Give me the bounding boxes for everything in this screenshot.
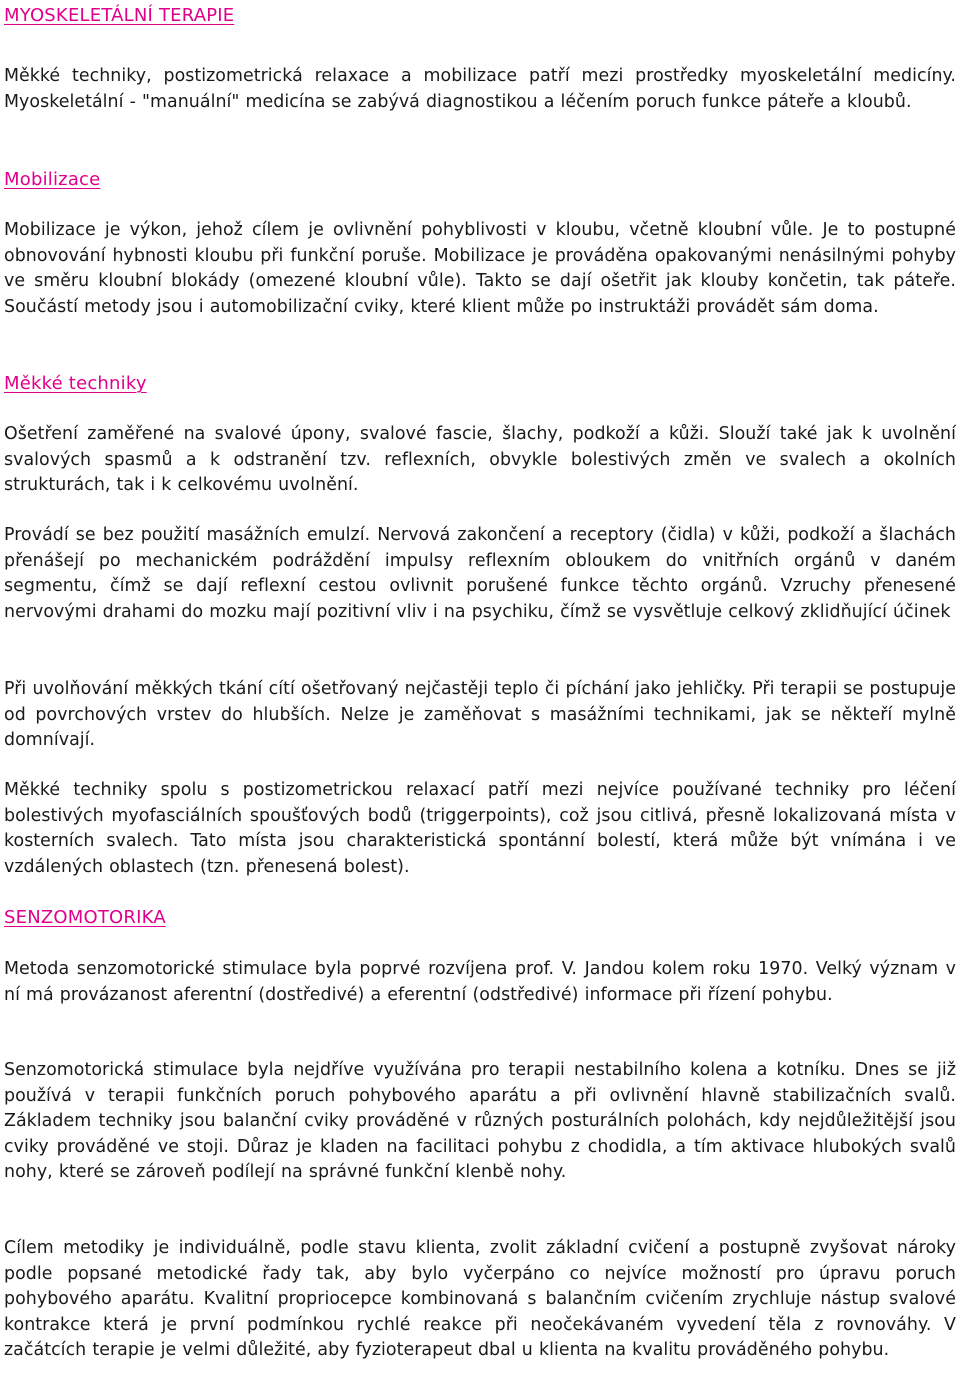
paragraph: Při uvolňování měkkých tkání cítí ošetřovaný nejčastěji teplo či píchání jako jehličky. Při terapii se postupuje od povrchových vrstev do hlubších. Nelze je zaměňovat s masážními technikami, jak se někteří mylně domnívají. bbox=[4, 679, 956, 751]
paragraph: Ošetření zaměřené na svalové úpony, svalové fascie, šlachy, podkoží a kůži. Slouží také jak k uvolnění svalových spasmů a k odstranění tzv. reflexních, obvykle bolestivých změn ve svalech a okolních strukturách, tak i k celkovému uvolnění. bbox=[4, 424, 956, 496]
section-senzomotorika-body-1 bbox=[4, 957, 956, 1008]
section-mekke-techniky-body-4 bbox=[4, 778, 956, 880]
section-senzomotorika bbox=[4, 906, 956, 930]
section-mekke-techniky-body-2 bbox=[4, 523, 956, 625]
paragraph: Metoda senzomotorické stimulace byla poprvé rozvíjena prof. V. Jandou kolem roku 1970. Velký význam v ní má provázanost aferentní (dostředivé) a eferentní (odstředivé) informace při řízení pohybu. bbox=[4, 959, 956, 1005]
section-senzomotorika-body-3 bbox=[4, 1236, 956, 1364]
section-heading-mobilizace[interactable]: Mobilizace bbox=[4, 169, 101, 190]
section-heading-senzomotorika[interactable]: SENZOMOTORIKA bbox=[4, 907, 166, 928]
section-heading-myoskeletalni-terapie[interactable]: MYOSKELETÁLNÍ TERAPIE bbox=[4, 5, 235, 26]
section-mekke-techniky-body-1 bbox=[4, 422, 956, 499]
section-mobilizace-body bbox=[4, 218, 956, 320]
section-myoskeletalni-terapie-body bbox=[4, 64, 956, 115]
section-mobilizace bbox=[4, 168, 956, 192]
paragraph: Měkké techniky, postizometrická relaxace a mobilizace patří mezi prostředky myoskeletální medicíny. Myoskeletální - "manuální" medicína se zabývá diagnostikou a léčením poruch funkce páteře a kloubů. bbox=[4, 66, 956, 112]
section-senzomotorika-body-2 bbox=[4, 1058, 956, 1186]
paragraph: Provádí se bez použití masážních emulzí. Nervová zakončení a receptory (čidla) v kůži, podkoží a šlachách přenášejí po mechanickém podráždění impulsy reflexním obloukem do vnitřních orgánů v daném segmentu, čímž se dají reflexní cestou ovlivnit porušené funkce těchto orgánů. Vzruchy přenesené nervovými drahami do mozku mají pozitivní vliv i na psychiku, čímž se vysvětluje celkový zklidňující účinek bbox=[4, 525, 956, 622]
section-mekke-techniky-body-3 bbox=[4, 677, 956, 754]
paragraph: Senzomotorická stimulace byla nejdříve využívána pro terapii nestabilního kolena a kotníku. Dnes se již používá v terapii funkčních poruch pohybového aparátu a při ovlivnění hlavně stabilizačních svalů. Základem techniky jsou balanční cviky prováděné v různých posturálních polohách, kdy nejdůležitější jsou cviky prováděné ve stoji. Důraz je kladen na facilitaci pohybu z chodidla, a tím aktivace hlubokých svalů nohy, které se zároveň podílejí na správné funkční klenbě nohy. bbox=[4, 1060, 956, 1183]
section-mekke-techniky bbox=[4, 372, 956, 396]
section-heading-mekke-techniky[interactable]: Měkké techniky bbox=[4, 373, 147, 394]
paragraph: Mobilizace je výkon, jehož cílem je ovlivnění pohyblivosti v kloubu, včetně kloubní vůle. Je to postupné obnovování hybnosti kloubu při funkční poruše. Mobilizace je prováděna opakovanými nenásilnými pohyby ve směru kloubní blokády (omezené kloubní vůle). Takto se dají ošetřit jak klouby končetin, tak páteře. Součástí metody jsou i automobilizační cviky, které klient může po instruktáži provádět sám doma. bbox=[4, 220, 956, 317]
paragraph: Cílem metodiky je individuálně, podle stavu klienta, zvolit základní cvičení a postupně zvyšovat nároky podle popsané metodické řady tak, aby bylo vyčerpáno co nejvíce možností pro úpravu poruch pohybového aparátu. Kvalitní propriocepce kombinovaná s balančním cvičením zrychluje nástup svalové kontrakce která je první podmínkou rychlé reakce při neočekávaném vyvedení těla z rovnováhy. V začátcích terapie je velmi důležité, aby fyzioterapeut dbal u klienta na kvalitu prováděného pohybu. bbox=[4, 1238, 956, 1361]
paragraph: Měkké techniky spolu s postizometrickou relaxací patří mezi nejvíce používané techniky pro léčení bolestivých myofasciálních spoušťových bodů (triggerpoints), což jsou citlivá, přesně lokalizovaná místa v kosterních svalech. Tato místa jsou charakteristická spontánní bolestí, která může být vnímána i ve vzdálených oblastech (tzn. přenesená bolest). bbox=[4, 780, 956, 877]
